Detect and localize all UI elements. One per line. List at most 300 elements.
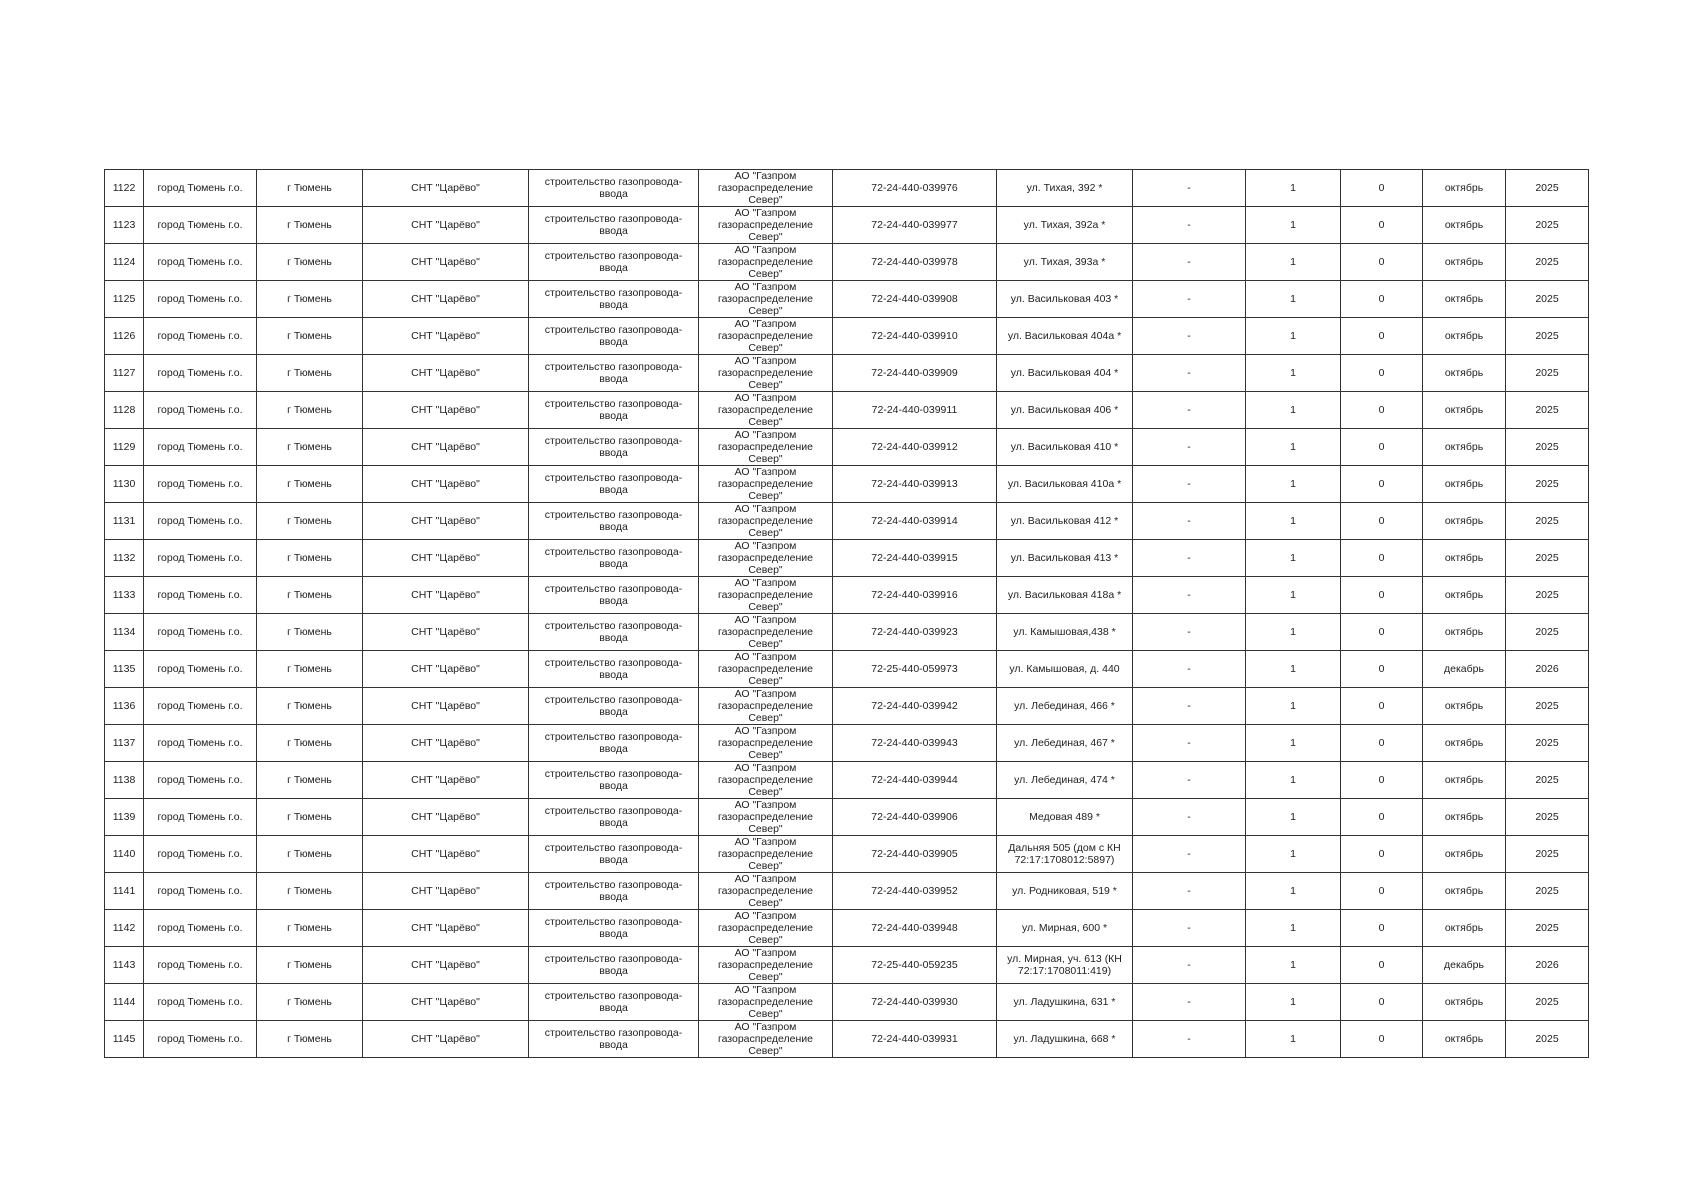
quantity-cell-text: 1 [1290, 367, 1296, 379]
month-cell-text: октябрь [1444, 330, 1484, 342]
request-code-cell-text: 72-24-440-039923 [871, 626, 958, 638]
month-cell-text: октябрь [1444, 885, 1484, 897]
quantity-done-cell [1341, 429, 1423, 466]
request-code-cell [833, 170, 997, 207]
work-type-cell-text: строительство газопровода-ввода [544, 472, 683, 496]
extra-cell-text: - [1187, 996, 1191, 1008]
quantity-cell-text: 1 [1290, 996, 1296, 1008]
quantity-cell [1246, 651, 1341, 688]
quantity-done-cell [1341, 207, 1423, 244]
object-cell-text: СНТ "Царёво" [411, 996, 480, 1008]
work-type-cell [529, 614, 699, 651]
address-cell [997, 170, 1133, 207]
district-cell [144, 1021, 257, 1058]
row-number-cell [105, 392, 144, 429]
year-cell [1506, 910, 1589, 947]
locality-cell-text: г Тюмень [287, 885, 332, 897]
organization-cell [699, 984, 833, 1021]
table-row [105, 688, 1589, 725]
district-cell [144, 799, 257, 836]
month-cell [1423, 577, 1506, 614]
row-number-cell [105, 688, 144, 725]
quantity-cell [1246, 577, 1341, 614]
request-code-cell-text: 72-25-440-059973 [871, 663, 958, 675]
work-type-cell [529, 984, 699, 1021]
object-cell [363, 688, 529, 725]
quantity-done-cell-text: 0 [1378, 922, 1385, 934]
month-cell [1423, 281, 1506, 318]
extra-cell [1133, 355, 1246, 392]
month-cell-text: декабрь [1444, 959, 1484, 971]
address-cell-text: ул. Тихая, 392 * [1026, 182, 1103, 194]
work-type-cell [529, 910, 699, 947]
address-cell [997, 503, 1133, 540]
work-type-cell [529, 799, 699, 836]
year-cell-text: 2025 [1535, 589, 1559, 601]
organization-cell-text: АО "Газпром газораспределение Север" [717, 910, 813, 946]
work-type-cell-text: строительство газопровода-ввода [544, 805, 683, 829]
locality-cell [257, 910, 363, 947]
row-number-cell-text: 1143 [112, 959, 136, 971]
table-row [105, 207, 1589, 244]
extra-cell-text: - [1187, 219, 1191, 231]
row-number-cell [105, 762, 144, 799]
quantity-cell-text: 1 [1290, 1033, 1296, 1045]
object-cell-text: СНТ "Царёво" [411, 404, 480, 416]
work-type-cell [529, 170, 699, 207]
organization-cell [699, 503, 833, 540]
year-cell [1506, 355, 1589, 392]
address-cell-text: ул. Ладушкина, 668 * [1013, 1033, 1116, 1045]
locality-cell [257, 355, 363, 392]
month-cell [1423, 207, 1506, 244]
address-cell [997, 207, 1133, 244]
locality-cell-text: г Тюмень [287, 330, 332, 342]
address-cell-text: ул. Мирная, 600 * [1021, 922, 1108, 934]
work-type-cell-text: строительство газопровода-ввода [544, 324, 683, 348]
request-code-cell-text: 72-24-440-039911 [871, 404, 958, 416]
year-cell [1506, 503, 1589, 540]
request-code-cell-text: 72-24-440-039977 [871, 219, 958, 231]
object-cell [363, 799, 529, 836]
month-cell [1423, 429, 1506, 466]
district-cell [144, 947, 257, 984]
table-row [105, 1021, 1589, 1058]
locality-cell [257, 466, 363, 503]
district-cell-text: город Тюмень г.о. [157, 293, 243, 305]
object-cell-text: СНТ "Царёво" [411, 959, 480, 971]
quantity-cell [1246, 947, 1341, 984]
address-cell-text: ул. Васильковая 406 * [1010, 404, 1119, 416]
month-cell [1423, 984, 1506, 1021]
work-type-cell [529, 947, 699, 984]
row-number-cell [105, 503, 144, 540]
work-type-cell-text: строительство газопровода-ввода [544, 620, 683, 644]
table-row [105, 836, 1589, 873]
object-cell-text: СНТ "Царёво" [411, 1033, 480, 1045]
organization-cell-text: АО "Газпром газораспределение Север" [717, 355, 813, 391]
month-cell-text: октябрь [1444, 515, 1484, 527]
extra-cell-text: - [1187, 811, 1191, 823]
year-cell-text: 2025 [1535, 552, 1559, 564]
locality-cell-text: г Тюмень [287, 737, 332, 749]
work-type-cell-text: строительство газопровода-ввода [544, 176, 683, 200]
month-cell-text: декабрь [1444, 663, 1484, 675]
locality-cell-text: г Тюмень [287, 219, 332, 231]
quantity-cell-text: 1 [1290, 589, 1296, 601]
object-cell [363, 466, 529, 503]
quantity-cell-text: 1 [1290, 256, 1296, 268]
quantity-done-cell-text: 0 [1378, 293, 1385, 305]
extra-cell [1133, 392, 1246, 429]
request-code-cell [833, 947, 997, 984]
extra-cell [1133, 799, 1246, 836]
address-cell [997, 614, 1133, 651]
quantity-done-cell [1341, 281, 1423, 318]
organization-cell [699, 577, 833, 614]
organization-cell [699, 466, 833, 503]
district-cell [144, 651, 257, 688]
year-cell [1506, 392, 1589, 429]
object-cell [363, 540, 529, 577]
month-cell [1423, 170, 1506, 207]
organization-cell-text: АО "Газпром газораспределение Север" [717, 281, 813, 317]
object-cell-text: СНТ "Царёво" [411, 700, 480, 712]
extra-cell [1133, 762, 1246, 799]
object-cell-text: СНТ "Царёво" [411, 774, 480, 786]
district-cell-text: город Тюмень г.о. [157, 552, 243, 564]
request-code-cell-text: 72-24-440-039905 [871, 848, 958, 860]
organization-cell [699, 910, 833, 947]
work-type-cell-text: строительство газопровода-ввода [544, 287, 683, 311]
extra-cell-text: - [1187, 589, 1191, 601]
month-cell [1423, 355, 1506, 392]
extra-cell-text: - [1187, 552, 1191, 564]
request-code-cell-text: 72-24-440-039931 [871, 1033, 958, 1045]
quantity-cell-text: 1 [1290, 811, 1296, 823]
extra-cell-text: - [1187, 663, 1191, 675]
year-cell-text: 2025 [1535, 367, 1559, 379]
quantity-done-cell-text: 0 [1378, 219, 1385, 231]
month-cell-text: октябрь [1444, 293, 1484, 305]
quantity-done-cell [1341, 799, 1423, 836]
extra-cell-text: - [1187, 700, 1191, 712]
request-code-cell-text: 72-24-440-039910 [871, 330, 958, 342]
quantity-done-cell [1341, 651, 1423, 688]
year-cell [1506, 947, 1589, 984]
address-cell-text: ул. Васильковая 418а * [1007, 589, 1122, 601]
quantity-cell [1246, 910, 1341, 947]
locality-cell [257, 688, 363, 725]
quantity-done-cell [1341, 836, 1423, 873]
object-cell-text: СНТ "Царёво" [411, 737, 480, 749]
organization-cell-text: АО "Газпром газораспределение Север" [717, 577, 813, 613]
work-type-cell-text: строительство газопровода-ввода [544, 361, 683, 385]
address-cell-text: ул. Родниковая, 519 * [1012, 885, 1117, 897]
organization-cell [699, 540, 833, 577]
row-number-cell [105, 947, 144, 984]
row-number-cell-text: 1145 [112, 1033, 136, 1045]
extra-cell [1133, 910, 1246, 947]
work-type-cell-text: строительство газопровода-ввода [544, 731, 683, 755]
quantity-cell-text: 1 [1290, 404, 1296, 416]
address-cell [997, 836, 1133, 873]
locality-cell-text: г Тюмень [287, 293, 332, 305]
district-cell-text: город Тюмень г.о. [157, 774, 243, 786]
locality-cell-text: г Тюмень [287, 626, 332, 638]
table-row [105, 429, 1589, 466]
organization-cell-text: АО "Газпром газораспределение Север" [717, 688, 813, 724]
request-code-cell [833, 281, 997, 318]
request-code-cell-text: 72-25-440-059235 [871, 959, 958, 971]
address-cell [997, 392, 1133, 429]
district-cell-text: город Тюмень г.о. [157, 589, 243, 601]
request-code-cell [833, 1021, 997, 1058]
work-type-cell-text: строительство газопровода-ввода [544, 657, 683, 681]
object-cell-text: СНТ "Царёво" [411, 663, 480, 675]
work-type-cell [529, 355, 699, 392]
address-cell [997, 540, 1133, 577]
request-code-cell [833, 355, 997, 392]
table-row [105, 540, 1589, 577]
extra-cell-text: - [1187, 367, 1191, 379]
district-cell [144, 540, 257, 577]
request-code-cell [833, 725, 997, 762]
district-cell-text: город Тюмень г.о. [157, 515, 243, 527]
work-type-cell-text: строительство газопровода-ввода [544, 509, 683, 533]
work-type-cell [529, 873, 699, 910]
organization-cell [699, 392, 833, 429]
organization-cell-text: АО "Газпром газораспределение Север" [717, 984, 813, 1020]
work-type-cell-text: строительство газопровода-ввода [544, 250, 683, 274]
row-number-cell [105, 614, 144, 651]
organization-cell-text: АО "Газпром газораспределение Север" [717, 1021, 813, 1057]
locality-cell-text: г Тюмень [287, 552, 332, 564]
address-cell [997, 725, 1133, 762]
work-type-cell-text: строительство газопровода-ввода [544, 990, 683, 1014]
district-cell [144, 984, 257, 1021]
quantity-cell [1246, 466, 1341, 503]
row-number-cell [105, 651, 144, 688]
locality-cell [257, 1021, 363, 1058]
quantity-cell [1246, 688, 1341, 725]
month-cell-text: октябрь [1444, 552, 1484, 564]
quantity-cell [1246, 170, 1341, 207]
month-cell [1423, 244, 1506, 281]
address-cell-text: ул. Васильковая 413 * [1010, 552, 1119, 564]
row-number-cell [105, 984, 144, 1021]
organization-cell-text: АО "Газпром газораспределение Север" [717, 503, 813, 539]
locality-cell [257, 984, 363, 1021]
month-cell [1423, 910, 1506, 947]
organization-cell [699, 836, 833, 873]
district-cell [144, 355, 257, 392]
address-cell [997, 466, 1133, 503]
work-type-cell-text: строительство газопровода-ввода [544, 546, 683, 570]
object-cell-text: СНТ "Царёво" [411, 330, 480, 342]
district-cell-text: город Тюмень г.о. [157, 1033, 243, 1045]
district-cell-text: город Тюмень г.о. [157, 959, 243, 971]
locality-cell-text: г Тюмень [287, 441, 332, 453]
year-cell [1506, 318, 1589, 355]
address-cell-text: ул. Лебединая, 466 * [1014, 700, 1115, 712]
quantity-done-cell [1341, 577, 1423, 614]
locality-cell [257, 281, 363, 318]
year-cell-text: 2025 [1535, 774, 1559, 786]
month-cell-text: октябрь [1444, 737, 1484, 749]
address-cell [997, 244, 1133, 281]
extra-cell [1133, 651, 1246, 688]
organization-cell [699, 207, 833, 244]
locality-cell-text: г Тюмень [287, 700, 332, 712]
row-number-cell [105, 1021, 144, 1058]
row-number-cell [105, 355, 144, 392]
address-cell [997, 947, 1133, 984]
district-cell [144, 577, 257, 614]
quantity-done-cell [1341, 984, 1423, 1021]
address-cell-text: ул. Камышовая,438 * [1013, 626, 1116, 638]
organization-cell [699, 651, 833, 688]
request-code-cell [833, 614, 997, 651]
district-cell [144, 170, 257, 207]
organization-cell [699, 688, 833, 725]
work-type-cell-text: строительство газопровода-ввода [544, 916, 683, 940]
address-cell [997, 873, 1133, 910]
district-cell-text: город Тюмень г.о. [157, 700, 243, 712]
locality-cell [257, 170, 363, 207]
extra-cell-text: - [1187, 293, 1191, 305]
month-cell-text: октябрь [1444, 848, 1484, 860]
organization-cell-text: АО "Газпром газораспределение Север" [717, 429, 813, 465]
quantity-done-cell-text: 0 [1378, 330, 1385, 342]
object-cell [363, 207, 529, 244]
district-cell-text: город Тюмень г.о. [157, 182, 243, 194]
extra-cell [1133, 873, 1246, 910]
extra-cell-text: - [1187, 1033, 1191, 1045]
work-type-cell-text: строительство газопровода-ввода [544, 398, 683, 422]
organization-cell-text: АО "Газпром газораспределение Север" [717, 614, 813, 650]
year-cell-text: 2025 [1535, 404, 1559, 416]
month-cell-text: октябрь [1444, 700, 1484, 712]
district-cell-text: город Тюмень г.о. [157, 663, 243, 675]
organization-cell-text: АО "Газпром газораспределение Север" [717, 762, 813, 798]
month-cell [1423, 651, 1506, 688]
address-cell [997, 651, 1133, 688]
organization-cell [699, 170, 833, 207]
quantity-cell [1246, 244, 1341, 281]
month-cell-text: октябрь [1444, 922, 1484, 934]
month-cell-text: октябрь [1444, 256, 1484, 268]
month-cell [1423, 725, 1506, 762]
address-cell-text: ул. Васильковая 410 * [1010, 441, 1119, 453]
quantity-cell-text: 1 [1290, 737, 1296, 749]
object-cell [363, 836, 529, 873]
row-number-cell-text: 1125 [112, 293, 136, 305]
locality-cell-text: г Тюмень [287, 367, 332, 379]
row-number-cell-text: 1123 [112, 219, 136, 231]
quantity-done-cell-text: 0 [1378, 256, 1385, 268]
extra-cell-text: - [1187, 737, 1191, 749]
request-code-cell-text: 72-24-440-039978 [871, 256, 958, 268]
year-cell [1506, 762, 1589, 799]
locality-cell-text: г Тюмень [287, 996, 332, 1008]
row-number-cell [105, 281, 144, 318]
request-code-cell [833, 762, 997, 799]
quantity-done-cell-text: 0 [1378, 404, 1385, 416]
table-row [105, 577, 1589, 614]
locality-cell-text: г Тюмень [287, 478, 332, 490]
object-cell-text: СНТ "Царёво" [411, 478, 480, 490]
quantity-done-cell-text: 0 [1378, 367, 1385, 379]
locality-cell [257, 799, 363, 836]
quantity-cell-text: 1 [1290, 885, 1296, 897]
row-number-cell-text: 1137 [112, 737, 136, 749]
address-cell [997, 577, 1133, 614]
request-code-cell-text: 72-24-440-039943 [871, 737, 958, 749]
work-type-cell [529, 725, 699, 762]
address-cell-text: ул. Васильковая 404а * [1007, 330, 1122, 342]
address-cell-text: ул. Тихая, 392а * [1023, 219, 1106, 231]
quantity-cell [1246, 762, 1341, 799]
year-cell [1506, 170, 1589, 207]
row-number-cell [105, 466, 144, 503]
address-cell-text: ул. Васильковая 410а * [1007, 478, 1122, 490]
quantity-cell-text: 1 [1290, 219, 1296, 231]
quantity-done-cell [1341, 725, 1423, 762]
request-code-cell-text: 72-24-440-039944 [871, 774, 958, 786]
year-cell-text: 2025 [1535, 996, 1559, 1008]
object-cell-text: СНТ "Царёво" [411, 626, 480, 638]
quantity-done-cell [1341, 466, 1423, 503]
row-number-cell-text: 1131 [112, 515, 136, 527]
extra-cell [1133, 688, 1246, 725]
address-cell-text: ул. Ладушкина, 631 * [1013, 996, 1116, 1008]
district-cell-text: город Тюмень г.о. [157, 219, 243, 231]
object-cell-text: СНТ "Царёво" [411, 182, 480, 194]
table-row [105, 762, 1589, 799]
quantity-done-cell-text: 0 [1378, 959, 1385, 971]
address-cell-text: ул. Васильковая 404 * [1010, 367, 1119, 379]
request-code-cell-text: 72-24-440-039942 [871, 700, 958, 712]
object-cell [363, 503, 529, 540]
request-code-cell-text: 72-24-440-039909 [871, 367, 958, 379]
row-number-cell-text: 1133 [112, 589, 136, 601]
object-cell [363, 725, 529, 762]
quantity-cell-text: 1 [1290, 441, 1296, 453]
year-cell [1506, 1021, 1589, 1058]
request-code-cell-text: 72-24-440-039912 [871, 441, 958, 453]
year-cell-text: 2025 [1535, 330, 1559, 342]
object-cell-text: СНТ "Царёво" [411, 885, 480, 897]
object-cell-text: СНТ "Царёво" [411, 441, 480, 453]
locality-cell [257, 836, 363, 873]
month-cell-text: октябрь [1444, 404, 1484, 416]
quantity-cell [1246, 540, 1341, 577]
object-cell-text: СНТ "Царёво" [411, 219, 480, 231]
district-cell [144, 281, 257, 318]
year-cell-text: 2025 [1535, 515, 1559, 527]
month-cell-text: октябрь [1444, 219, 1484, 231]
row-number-cell-text: 1142 [112, 922, 136, 934]
quantity-done-cell [1341, 170, 1423, 207]
row-number-cell-text: 1135 [112, 663, 136, 675]
quantity-cell-text: 1 [1290, 774, 1296, 786]
object-cell-text: СНТ "Царёво" [411, 811, 480, 823]
work-type-cell [529, 281, 699, 318]
organization-cell-text: АО "Газпром газораспределение Север" [717, 466, 813, 502]
district-cell [144, 318, 257, 355]
quantity-cell [1246, 1021, 1341, 1058]
